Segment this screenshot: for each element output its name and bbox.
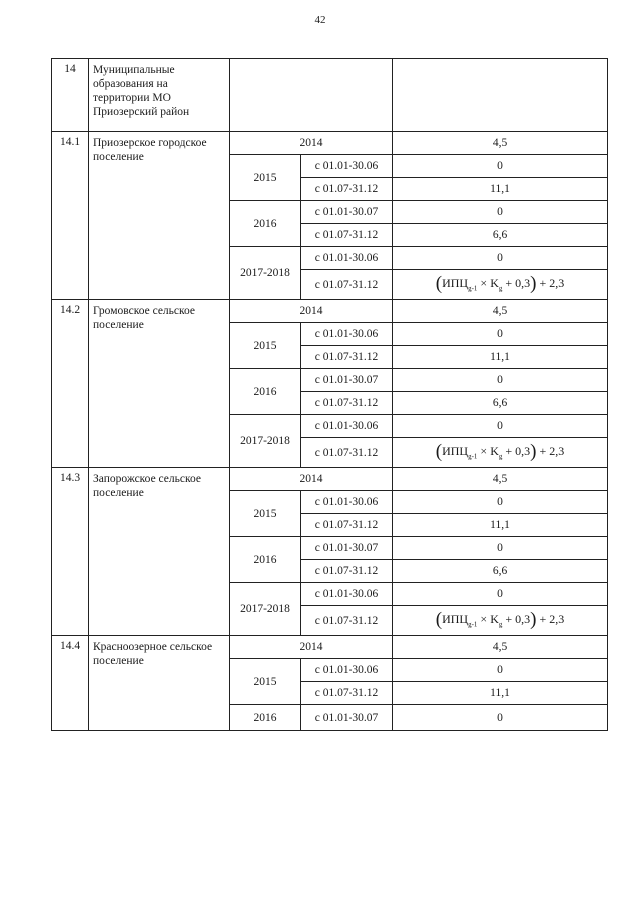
value-cell: 11,1 (393, 346, 608, 369)
settlement-name: Приозерское городское поселение (89, 132, 230, 300)
section-number: 14.3 (52, 468, 89, 636)
settlement-name: Красноозерное сельское поселение (89, 636, 230, 731)
value-cell: 0 (393, 415, 608, 438)
period-cell: с 01.07-31.12 (301, 560, 393, 583)
value-cell: 6,6 (393, 392, 608, 415)
year-cell: 2015 (230, 323, 301, 369)
formula-tail: + 0,3 (502, 276, 531, 291)
formula-sub: g (498, 452, 503, 461)
value-cell: 4,5 (393, 300, 608, 323)
formula (435, 609, 565, 631)
year-cell: 2014 (230, 636, 393, 659)
formula-cell (393, 438, 608, 468)
page-number: 42 (314, 14, 326, 26)
formula-close-paren: ) (530, 441, 537, 463)
table-row (52, 300, 608, 323)
period-cell: с 01.07-31.12 (301, 682, 393, 705)
period-cell: с 01.01-30.06 (301, 415, 393, 438)
value-cell: 4,5 (393, 636, 608, 659)
period-cell: с 01.07-31.12 (301, 224, 393, 247)
period-cell: с 01.07-31.12 (301, 514, 393, 537)
formula (435, 273, 565, 295)
period-cell: с 01.01-30.06 (301, 155, 393, 178)
year-cell: 2016 (230, 201, 301, 247)
value-cell: 11,1 (393, 682, 608, 705)
year-cell: 2015 (230, 491, 301, 537)
formula-sub: g-1 (468, 284, 478, 293)
value-cell: 6,6 (393, 560, 608, 583)
formula-close-paren: ) (530, 273, 537, 295)
formula-open-paren: ( (435, 441, 443, 463)
year-cell: 2014 (230, 300, 393, 323)
period-cell: с 01.01-30.06 (301, 323, 393, 346)
formula-mid: × K (477, 612, 499, 627)
period-cell: с 01.01-30.07 (301, 537, 393, 560)
formula-plus: + 2,3 (536, 444, 565, 459)
formula-sub: g (498, 620, 503, 629)
formula-sub: g-1 (468, 452, 478, 461)
year-cell: 2016 (230, 369, 301, 415)
period-cell: с 01.01-30.07 (301, 705, 393, 731)
row-number: 14 (52, 59, 89, 132)
formula-plus: + 2,3 (536, 276, 565, 291)
formula-open-paren: ( (435, 273, 443, 295)
year-cell: 2017-2018 (230, 583, 301, 636)
value-cell: 0 (393, 155, 608, 178)
value-cell: 11,1 (393, 178, 608, 201)
formula-mid: × K (477, 276, 499, 291)
formula-main: ИПЦ (442, 444, 469, 459)
period-cell: с 01.07-31.12 (301, 392, 393, 415)
period-cell: с 01.07-31.12 (301, 346, 393, 369)
table-row (52, 132, 608, 155)
year-cell: 2016 (230, 537, 301, 583)
empty-cell (393, 59, 608, 132)
formula (435, 441, 565, 463)
section-number: 14.4 (52, 636, 89, 731)
period-cell: с 01.01-30.07 (301, 201, 393, 224)
formula-main: ИПЦ (442, 276, 469, 291)
section-number: 14.1 (52, 132, 89, 300)
tariff-table (51, 58, 608, 731)
value-cell: 0 (393, 659, 608, 682)
formula-sub: g-1 (468, 620, 478, 629)
value-cell: 0 (393, 705, 608, 731)
value-cell: 0 (393, 323, 608, 346)
table-row (52, 636, 608, 659)
formula-mid: × K (477, 444, 499, 459)
value-cell: 0 (393, 583, 608, 606)
year-cell: 2014 (230, 468, 393, 491)
period-cell: с 01.01-30.07 (301, 369, 393, 392)
period-cell: с 01.01-30.06 (301, 659, 393, 682)
period-cell: с 01.01-30.06 (301, 247, 393, 270)
formula-plus: + 2,3 (536, 612, 565, 627)
formula-tail: + 0,3 (502, 612, 531, 627)
section-number: 14.2 (52, 300, 89, 468)
period-cell: с 01.07-31.12 (301, 606, 393, 636)
formula-cell (393, 606, 608, 636)
year-cell: 2017-2018 (230, 415, 301, 468)
formula-cell (393, 270, 608, 300)
period-cell: с 01.01-30.06 (301, 583, 393, 606)
value-cell: 0 (393, 369, 608, 392)
value-cell: 4,5 (393, 468, 608, 491)
formula-open-paren: ( (435, 609, 443, 631)
period-cell: с 01.07-31.12 (301, 438, 393, 468)
period-cell: с 01.07-31.12 (301, 178, 393, 201)
period-cell: с 01.01-30.06 (301, 491, 393, 514)
table-row (52, 468, 608, 491)
empty-cell (230, 59, 393, 132)
year-cell: 2016 (230, 705, 301, 731)
value-cell: 0 (393, 537, 608, 560)
municipality-name: Муниципальные образования на территории МО Приозерский район (89, 59, 230, 132)
header-row (52, 59, 608, 132)
settlement-name: Громовское сельское поселение (89, 300, 230, 468)
year-cell: 2014 (230, 132, 393, 155)
period-cell: с 01.07-31.12 (301, 270, 393, 300)
formula-sub: g (498, 284, 503, 293)
value-cell: 11,1 (393, 514, 608, 537)
value-cell: 6,6 (393, 224, 608, 247)
year-cell: 2015 (230, 659, 301, 705)
value-cell: 0 (393, 491, 608, 514)
year-cell: 2015 (230, 155, 301, 201)
formula-tail: + 0,3 (502, 444, 531, 459)
formula-close-paren: ) (530, 609, 537, 631)
formula-main: ИПЦ (442, 612, 469, 627)
value-cell: 0 (393, 247, 608, 270)
year-cell: 2017-2018 (230, 247, 301, 300)
settlement-name: Запорожское сельское поселение (89, 468, 230, 636)
value-cell: 4,5 (393, 132, 608, 155)
value-cell: 0 (393, 201, 608, 224)
